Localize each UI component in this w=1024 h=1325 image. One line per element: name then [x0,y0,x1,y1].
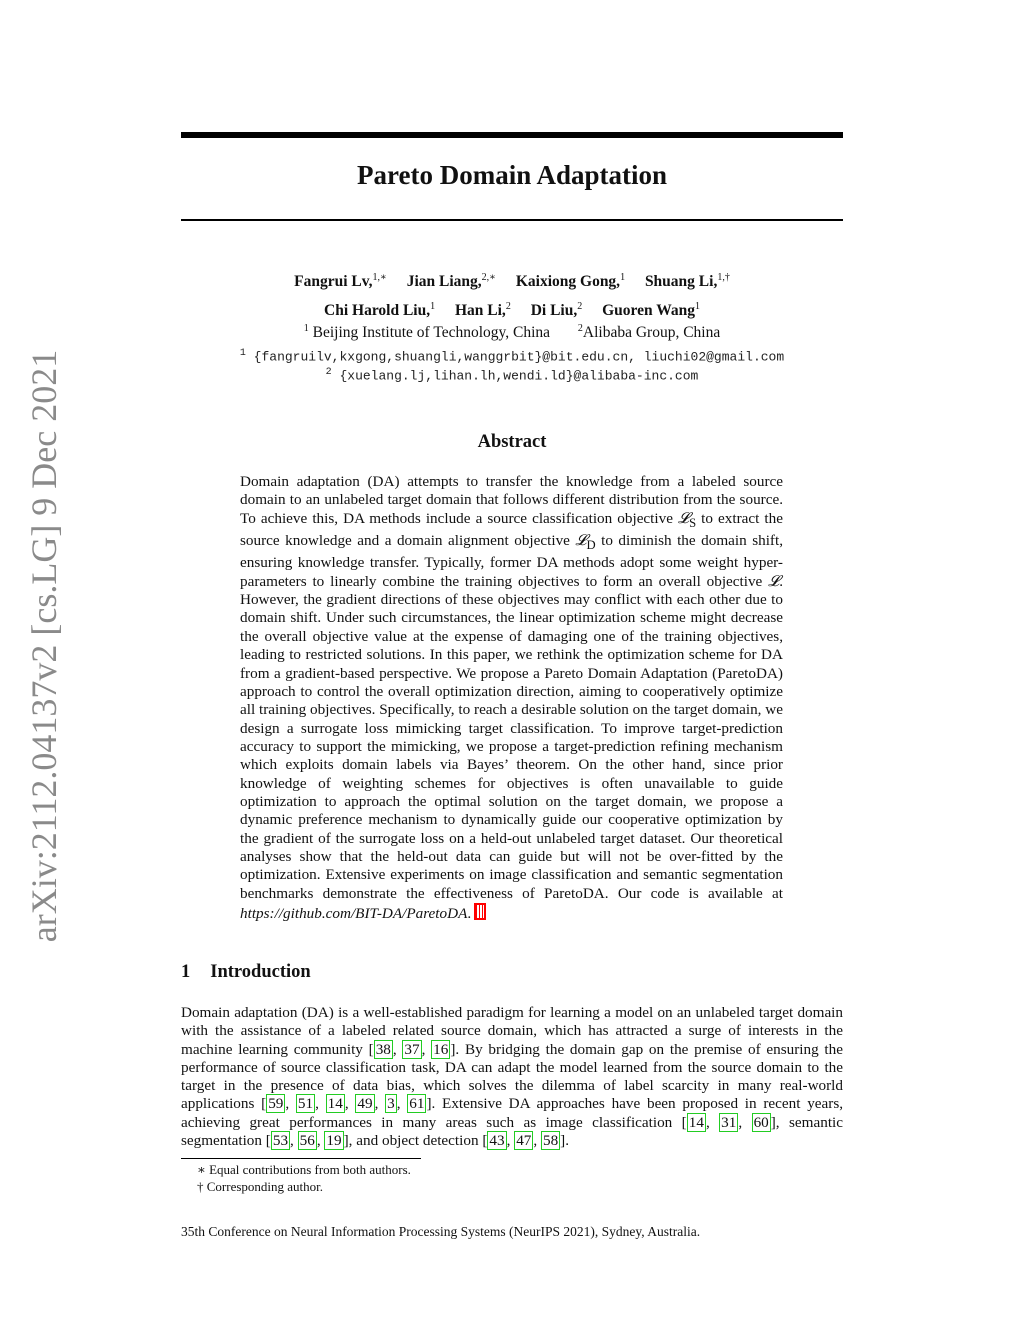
author-list [181,265,843,323]
abstract-heading: Abstract [477,432,547,452]
citation[interactable]: 58 [542,1132,559,1150]
citation[interactable]: 47 [516,1132,532,1150]
citation[interactable]: 31 [721,1113,737,1131]
affiliation: $^1$ Beijing Institute of Technology, China [303,323,551,342]
citation[interactable]: 56 [299,1132,315,1150]
author: Di Liu,$^2$ [530,301,583,320]
author-row-2 [181,294,843,323]
paper-title: Pareto Domain Adaptation [356,160,667,190]
title-bottom-rule [181,219,843,221]
citation[interactable]: 3 [387,1095,395,1113]
affiliation: $^2$Alibaba Group, China [577,323,721,342]
code-link[interactable]: https://github.com/BIT-DA/ParetoDA [240,904,468,922]
footnote-equal-contribution: ∗ Equal contributions from both authors. [197,1162,411,1177]
citation[interactable]: 49 [357,1095,373,1113]
introduction-paragraph: Domain adaptation (DA) is a well-established paradigm for learning a model on an unlabeled target domain with the assistance of a labeled related source domain, which has attracted a surge of interests in the machine learning community [ 38 , 37 , 16 ]. By bridging the domain gap on the premise of ensuring the performance of source classification task, DA can adapt the model learned from the source domain to the target in the presence of data bias, which solves the dilemma of label scarcity in many real-world applications [ 59 , 51 , 14 , 49 , 3 , 61 ]. Extensive DA approaches have been proposed in recent years, achieving great performances in many areas such as image classification [ 14 , 31 , 60 ], semantic segmentation [ 53 , 56 , 19 ], and object detection [ 43 , 47 , 58 ]. [181,1004,844,1150]
citation[interactable]: 16 [433,1040,449,1058]
footnote-rule [181,1158,421,1159]
citation[interactable]: 43 [489,1132,505,1150]
title-top-rule [181,132,843,138]
citation[interactable]: 14 [688,1113,704,1131]
author: Shuang Li,$^{1,\dagger}$ [644,272,730,291]
email-line: $^1$ {fangruilv,kxgong,shuangli,wanggrbit}@bit.edu.cn, liuchi02@gmail.com [239,348,785,365]
citation[interactable]: 14 [327,1095,343,1113]
author: Chi Harold Liu,$^1$ [324,301,436,320]
email-line: $^2$ {xuelang.lj,lihan.lh,wendi.ld}@alibaba-inc.com [325,367,699,384]
citation[interactable]: 61 [409,1095,425,1113]
author-row-1 [181,265,843,294]
author: Guoren Wang$^1$ [602,301,700,320]
citation[interactable]: 53 [272,1132,289,1150]
citation[interactable]: 51 [297,1095,314,1113]
citation[interactable]: 37 [404,1040,420,1058]
arxiv-identifier: arXiv:2112.04137v2 [cs.LG] 9 Dec 2021 [24,349,64,943]
link-marker[interactable] [474,903,486,920]
footnote-corresponding-author: † Corresponding author. [197,1179,324,1194]
author: Kaixiong Gong,$^1$ [515,272,626,291]
affiliations [181,323,843,342]
citation[interactable]: 59 [268,1095,284,1113]
conference-footer: 35th Conference on Neural Information Processing Systems (NeurIPS 2021), Sydney, Australia. [181,1224,701,1239]
section-heading-introduction: 1 Introduction [181,962,311,982]
author: Jian Liang,$^{2,∗}$ [406,272,496,291]
author: Han Li,$^2$ [454,301,511,320]
abstract-body: Domain adaptation (DA) attempts to transfer the knowledge from a labeled source domain to an unlabeled target domain that follows different distribution from the source. To achieve this, DA methods include a source classification objective 𝓛$_S$ to extract the source knowledge and a domain alignment objective 𝓛$_D$ to diminish the domain shift, ensuring knowledge transfer. Typically, former DA methods adopt some weight hyper-parameters to linearly combine the training objectives to form an overall objective 𝓛. However, the gradient directions of these objectives may conflict with each other due to domain shift. Under such circumstances, the linear optimization scheme might decrease the overall objective value at the expense of damaging one of the training objectives, leading to restricted solutions. In this paper, we rethink the optimization scheme for DA from a gradient-based perspective. We propose a Pareto Domain Adaptation (ParetoDA) approach to control the overall optimization direction, aiming to cooperatively optimize all training objectives. Specifically, to reach a desirable solution on the target domain, we design a surrogate loss mimicking target classification. To improve target-prediction accuracy to support the mimicking, we propose a target-prediction refining mechanism which exploits domain labels via Bayes’ theorem. On the other hand, since prior knowledge of weighting schemes for objectives is often unavailable to guide optimization to approach the optimal solution on the target domain, we propose a dynamic preference mechanism to dynamically guide our cooperative optimization by the gradient of the surrogate loss on a held-out unlabeled target dataset. Our theoretical analyses show that the held-out data can guide but will not be over-fitted by the optimization. Extensive experiments on image classification and semantic segmentation benchmarks demonstrate the effectiveness of ParetoDA. Our code is available at https://github.com/BIT-DA/ParetoDA. [240,473,783,922]
citation[interactable]: 19 [326,1132,342,1150]
author: Fangrui Lv,$^{1,∗}$ [294,272,387,291]
citation[interactable]: 38 [375,1040,391,1058]
citation[interactable]: 60 [753,1113,769,1131]
